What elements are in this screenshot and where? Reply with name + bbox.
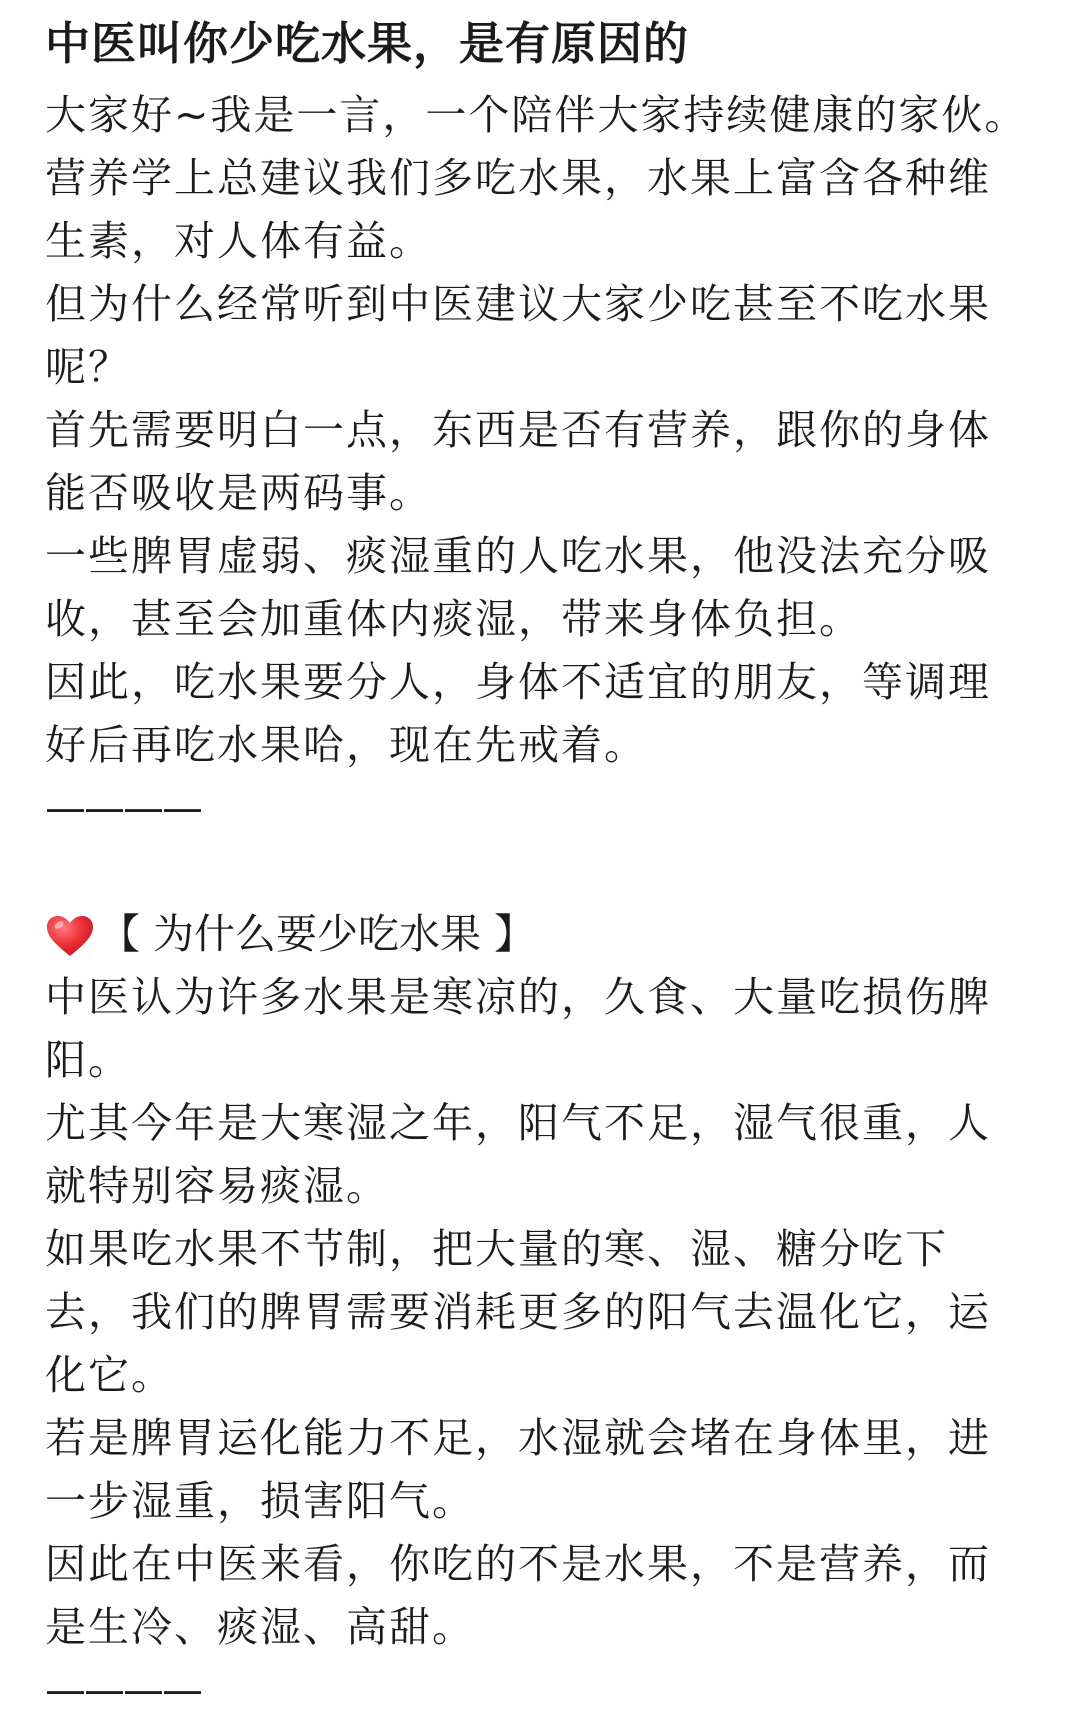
red-heart-icon (45, 913, 95, 957)
intro-paragraph: 营养学上总建议我们多吃水果，水果上富含各种维生素，对人体有益。 (45, 154, 991, 265)
section-paragraph: 因此在中医来看，你吃的不是水果，不是营养，而是生冷、痰湿、高甜。 (45, 1540, 991, 1651)
section-paragraph: 尤其今年是大寒湿之年，阳气不足，湿气很重，人就特别容易痰湿。 (45, 1099, 991, 1210)
intro-paragraph: 因此，吃水果要分人，身体不适宜的朋友，等调理好后再吃水果哈，现在先戒着。 (45, 658, 991, 769)
blank-line (45, 840, 1030, 903)
section-divider: ———— (45, 1666, 201, 1714)
section-paragraph: 如果吃水果不节制，把大量的寒、湿、糖分吃下去，我们的脾胃需要消耗更多的阳气去温化它，运化它。 (45, 1225, 991, 1399)
article-title: 中医叫你少吃水果，是有原因的 (45, 17, 690, 70)
intro-paragraph: 大家好~我是一言，一个陪伴大家持续健康的家伙。 (45, 91, 1028, 139)
section-divider: ———— (45, 784, 201, 832)
section-paragraph: 若是脾胃运化能力不足，水湿就会堵在身体里，进一步湿重，损害阳气。 (45, 1414, 991, 1525)
section-paragraph: 中医认为许多水果是寒凉的，久食、大量吃损伤脾阳。 (45, 973, 991, 1084)
section-heading (45, 903, 1030, 966)
intro-paragraph: 但为什么经常听到中医建议大家少吃甚至不吃水果呢？ (45, 280, 991, 391)
intro-paragraph: 一些脾胃虚弱、痰湿重的人吃水果，他没法充分吸收，甚至会加重体内痰湿，带来身体负担。 (45, 532, 991, 643)
section-heading-text: 【 为什么要少吃水果 】 (99, 910, 536, 958)
intro-paragraph: 首先需要明白一点，东西是否有营养，跟你的身体能否吸收是两码事。 (45, 406, 991, 517)
